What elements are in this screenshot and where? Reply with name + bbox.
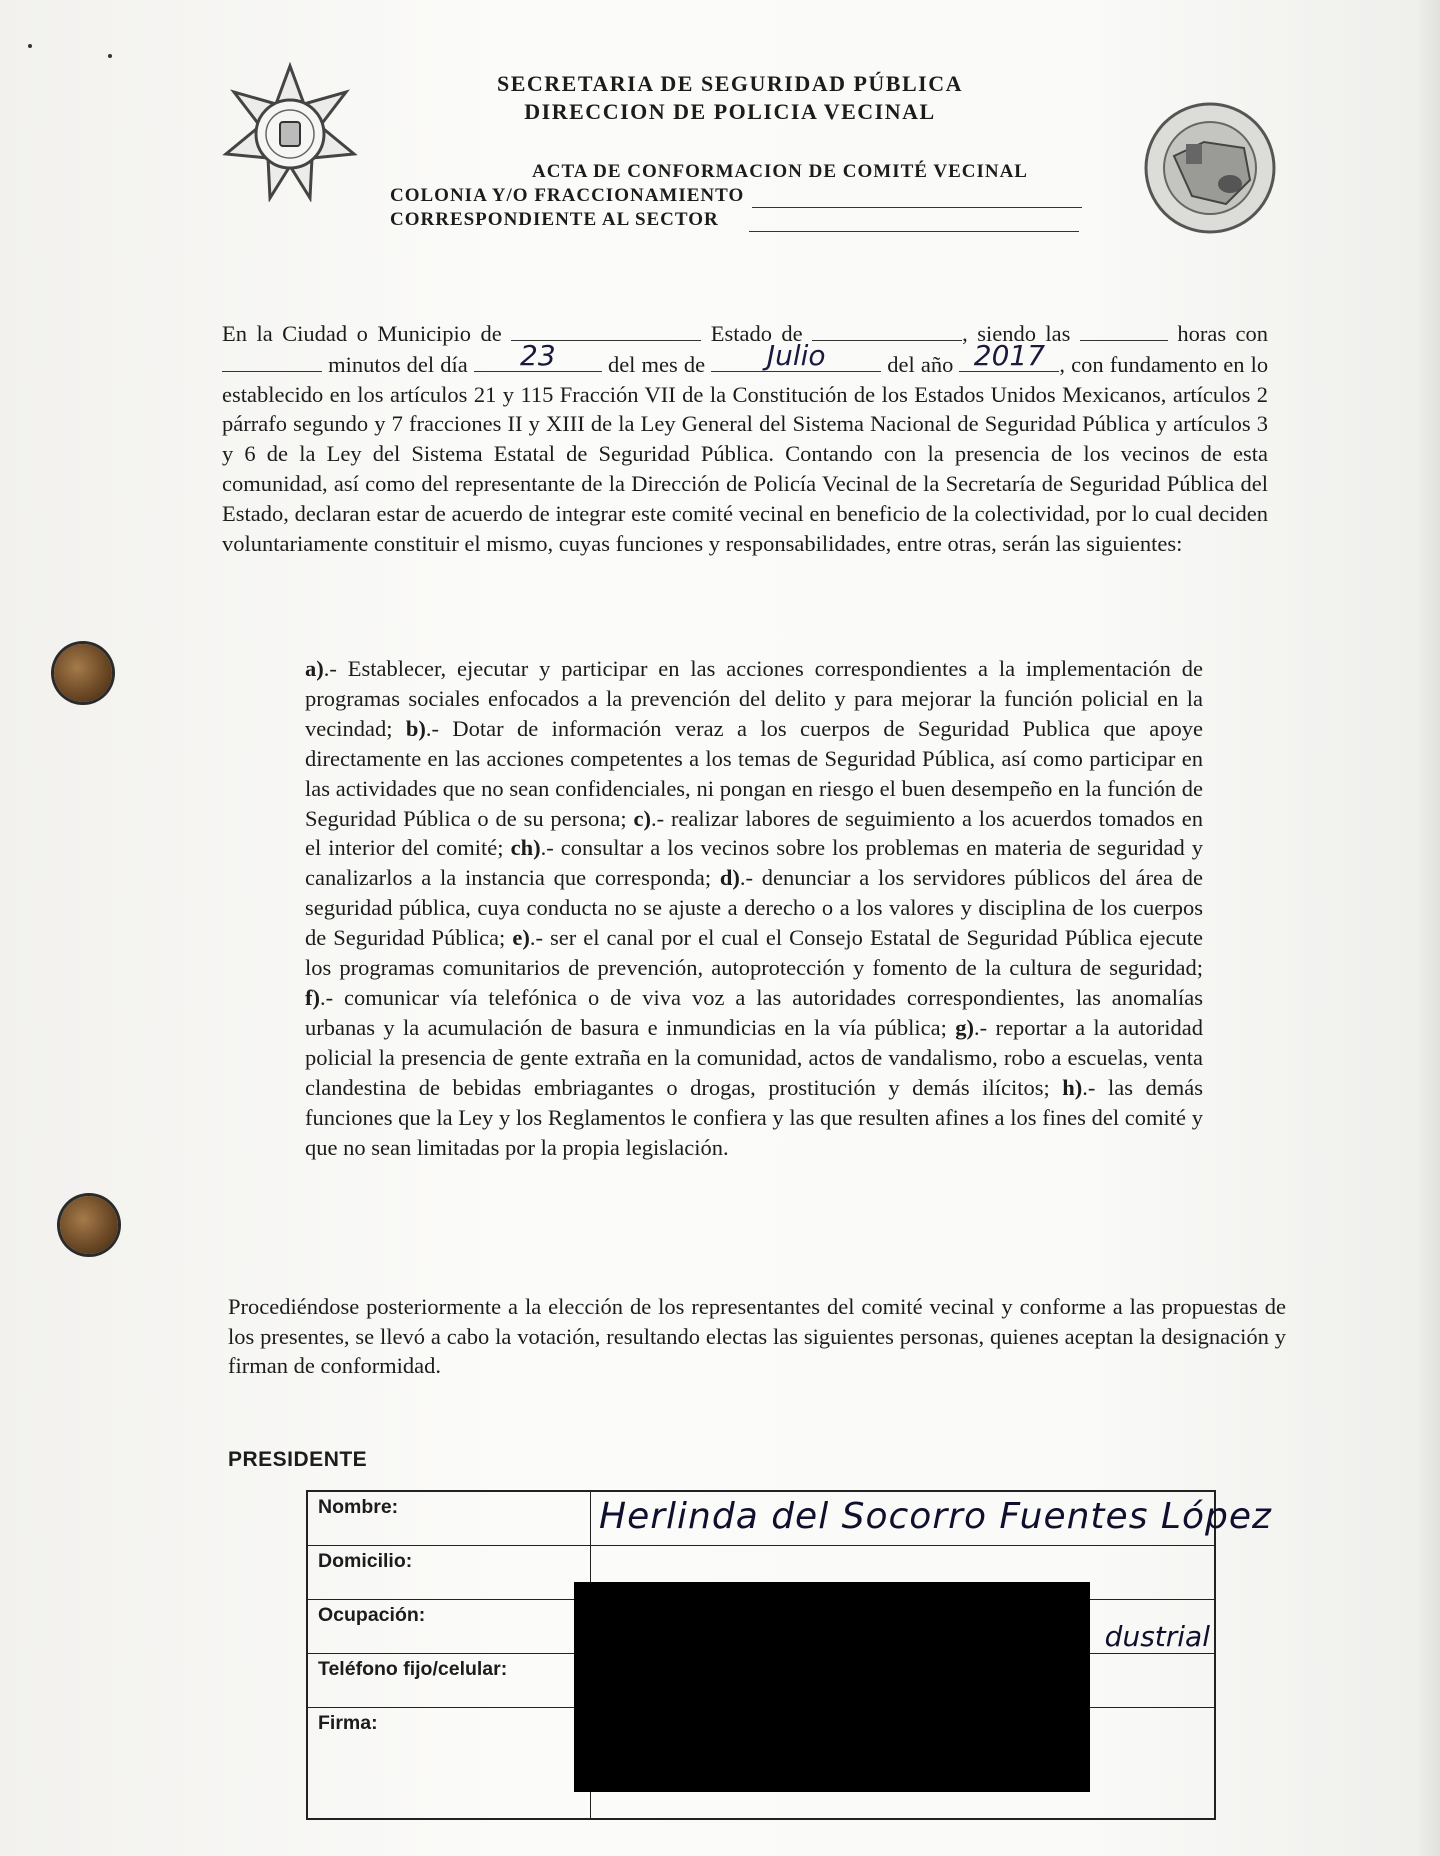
year-blank	[959, 338, 1059, 372]
list-key-b: b)	[405, 715, 426, 741]
intro-text: En la Ciudad o Municipio de	[222, 321, 502, 346]
list-item-a: .- Establecer, ejecutar y participar en las acciones correspondientes a la implementación de programas sociales enfocados a la prevención del delito y para mejorar la función policial en la vecindad;	[305, 656, 1203, 741]
intro-text: , siendo las	[962, 321, 1071, 346]
list-key-h: h)	[1062, 1074, 1083, 1100]
list-key-f: f)	[305, 984, 320, 1010]
list-key-d: d)	[719, 865, 740, 891]
list-item-h: .- las demás funciones que la Ley y los Reglamentos le confiera y las que resulten afines a los fines del comité y que no sean limitadas por la propia legislación.	[305, 1074, 1204, 1160]
list-item-d: .- denunciar a los servidores públicos del área de seguridad pública, cuya conducta no se ajuste a derecho o a los valores y disciplina de los cuerpos de Seguridad Pública;	[305, 865, 1203, 951]
paper-speck	[108, 54, 112, 58]
estado-blank	[812, 318, 962, 341]
list-key-ch: ch)	[510, 835, 541, 861]
punch-hole-upper	[54, 644, 112, 702]
list-item-e: .- ser el canal por el cual el Consejo Estatal de Seguridad Pública ejecute los programas comunitarios de prevención, autoprotección y fomento de la cultura de seguridad;	[305, 925, 1203, 981]
ocupacion-label: Ocupación:	[307, 1599, 591, 1653]
handwritten-name: Herlinda del Socorro Fuentes López	[599, 1496, 1272, 1537]
colonia-row	[390, 184, 1110, 208]
redaction-block	[574, 1582, 1090, 1792]
paper-speck	[28, 44, 32, 48]
list-item-ch: .- consultar a los vecinos sobre los problemas en materia de seguridad y canalizarlos a la instancia que corresponda;	[305, 835, 1203, 891]
intro-text: Estado de	[710, 321, 803, 346]
colonia-label: COLONIA Y/O FRACCIONAMIENTO	[390, 185, 745, 206]
minutos-blank	[222, 349, 322, 372]
day-blank	[474, 338, 602, 372]
list-item-b: .- Dotar de información veraz a los cuerpos de Seguridad Publica que apoye directamente en las acciones competentes a los temas de Seguridad Pública, así como participar en las actividades que no sean confidenciales, ni pongan en riesgo el buen desempeño en la función de Seguridad Pública o de su persona;	[305, 715, 1203, 831]
handwritten-month: Julio	[766, 338, 826, 372]
intro-paragraph	[222, 318, 1268, 558]
intro-text: del año	[887, 351, 954, 377]
intro-text: del mes de	[607, 351, 706, 377]
intro-text: , con fundamento en lo establecido en los artículos 21 y 115 Fracción VII de la Constitución de los Estados Unidos Mexicanos, artículos 2 párrafo segundo y 7 fracciones II y XIII de la Ley General del Sistema Nacional de Seguridad Pública y artículos 3 y 6 de la Ley del Sistema Estatal de Seguridad Pública. Contando con la presencia de los vecinos de esta comunidad, así como del representante de la Dirección de Policía Vecinal de la Secretaría de Seguridad Pública del Estado, declaran estar de acuerdo de integrar este comité vecinal en beneficio de la colectividad, por lo cual deciden voluntariamente constituir el mismo, cuyas funciones y responsabilidades, entre otras, serán las siguientes:	[222, 351, 1269, 556]
telefono-label: Teléfono fijo/celular:	[307, 1653, 591, 1707]
list-key-a: a)	[305, 656, 324, 681]
list-item-f: .- comunicar vía telefónica o de viva voz a las autoridades correspondientes, las anomalías urbanas y la acumulación de basura e inmundicias en la vía pública;	[305, 984, 1203, 1040]
form-row-nombre	[307, 1491, 1215, 1545]
firma-label: Firma:	[307, 1707, 591, 1819]
header-title	[430, 70, 1030, 126]
sector-label: CORRESPONDIENTE AL SECTOR	[390, 209, 719, 230]
month-blank	[711, 338, 881, 372]
handwritten-day: 23	[520, 338, 556, 372]
hora-blank	[1080, 318, 1168, 341]
sector-blank-line	[749, 211, 1079, 232]
nombre-label: Nombre:	[307, 1491, 591, 1545]
document-title: ACTA DE CONFORMACION DE COMITÉ VECINAL	[532, 161, 1028, 182]
state-security-council-seal-icon	[1140, 98, 1280, 238]
domicilio-label: Domicilio:	[307, 1545, 591, 1599]
punch-hole-lower	[60, 1196, 118, 1254]
municipio-blank	[511, 318, 701, 341]
intro-text: minutos del día	[328, 351, 468, 377]
sector-row	[390, 208, 1110, 232]
nombre-field[interactable]	[591, 1491, 1272, 1545]
header-subtitle-block	[390, 160, 1110, 232]
list-key-e: e)	[512, 925, 530, 951]
intro-text: horas con	[1177, 321, 1269, 346]
functions-list	[305, 654, 1203, 1162]
police-star-seal-icon	[220, 62, 360, 202]
handwritten-year: 2017	[973, 338, 1046, 372]
agency-name: SECRETARIA DE SEGURIDAD PÚBLICA	[496, 71, 963, 96]
page-edge-shadow	[1416, 0, 1440, 1856]
colonia-blank-line	[752, 187, 1082, 208]
list-key-c: c)	[633, 805, 651, 831]
list-item-g: .- reportar a la autoridad policial la presencia de gente extraña en la comunidad, actos de vandalismo, robo a escuelas, venta clandestina de bebidas embriagantes o drogas, prostitución y demás ilícitos;	[305, 1014, 1204, 1100]
department-name: DIRECCION DE POLICIA VECINAL	[524, 99, 936, 124]
list-item-c: .- realizar labores de seguimiento a los acuerdos tomados en el interior del comité;	[305, 805, 1203, 861]
handwritten-ocupacion-partial: dustrial	[1104, 1619, 1210, 1653]
list-key-g: g)	[955, 1014, 974, 1040]
election-paragraph: Procediéndose posteriormente a la elección de los representantes del comité vecinal y conforme a las propuestas de los presentes, se llevó a cabo la votación, resultando electas las siguientes personas, quienes aceptan la designación y firman de conformidad.	[228, 1294, 1286, 1378]
president-heading: PRESIDENTE	[228, 1448, 368, 1471]
